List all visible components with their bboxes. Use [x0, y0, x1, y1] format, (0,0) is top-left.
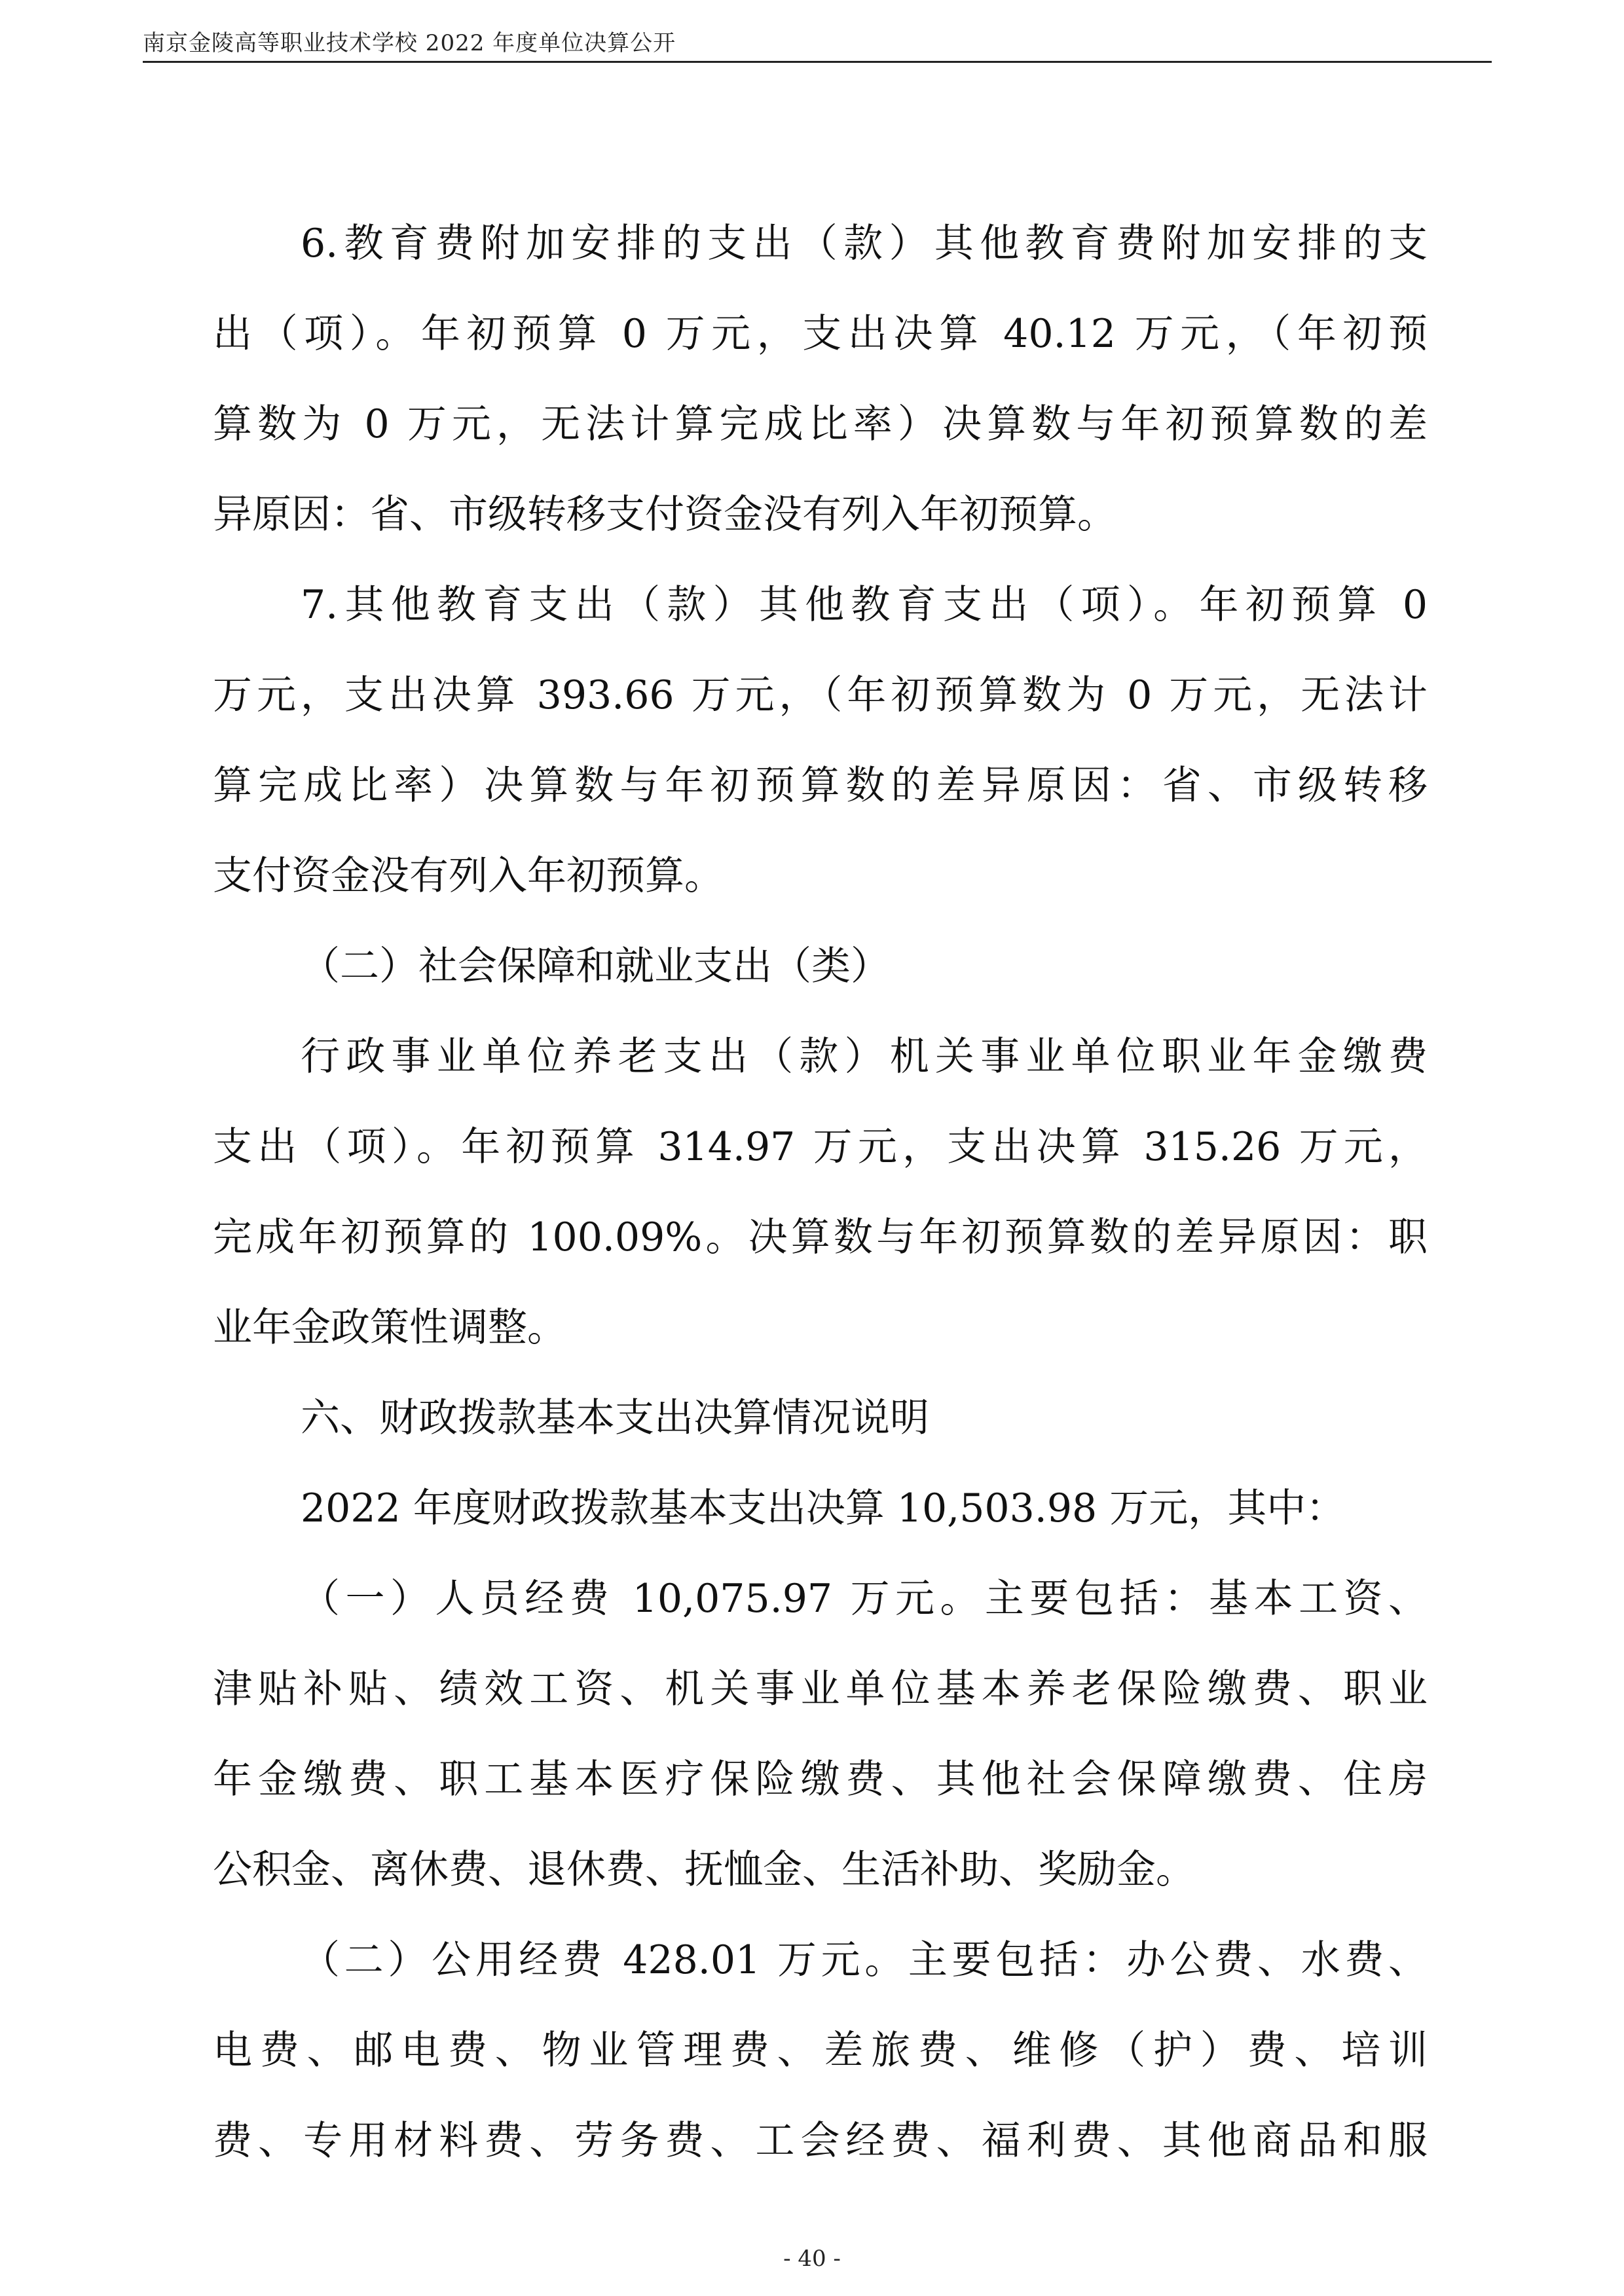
text-line: 六、财政拨款基本支出决算情况说明	[301, 1395, 929, 1441]
text-line: 支付资金没有列入年初预算。	[213, 853, 724, 899]
section-heading-social-security	[213, 921, 1428, 1011]
text-line: 6.教育费附加安排的支出（款）其他教育费附加安排的支	[301, 221, 1428, 266]
text-line: 支出（项）。年初预算 314.97 万元，支出决算 315.26 万元，	[213, 1124, 1428, 1170]
text-line: （二）社会保障和就业支出（类）	[301, 943, 890, 989]
text-line: 7.其他教育支出（款）其他教育支出（项）。年初预算 0	[301, 582, 1428, 628]
section-heading-basic-expenditure	[213, 1373, 1428, 1463]
text-line: 行政事业单位养老支出（款）机关事业单位职业年金缴费	[301, 1034, 1428, 1080]
paragraph-public-expenses	[213, 1915, 1428, 2186]
text-line: （二）公用经费 428.01 万元。主要包括：办公费、水费、	[301, 1937, 1428, 1983]
paragraph-personnel-expenses	[213, 1554, 1428, 1915]
text-line: 万元，支出决算 393.66 万元，（年初预算数为 0 万元，无法计	[213, 672, 1428, 718]
page-number: - 40 -	[783, 2246, 841, 2272]
paragraph-pension	[213, 1011, 1428, 1373]
text-line: 算完成比率）决算数与年初预算数的差异原因：省、市级转移	[213, 763, 1428, 809]
text-line: 2022 年度财政拨款基本支出决算 10,503.98 万元，其中：	[301, 1485, 1346, 1531]
text-line: 电费、邮电费、物业管理费、差旅费、维修（护）费、培训	[213, 2028, 1428, 2073]
paragraph-basic-expenditure-total	[213, 1463, 1428, 1554]
text-line: 出（项）。年初预算 0 万元，支出决算 40.12 万元，（年初预	[213, 311, 1428, 357]
paragraph-other-education	[213, 560, 1428, 921]
text-line: 算数为 0 万元，无法计算完成比率）决算数与年初预算数的差	[213, 401, 1428, 447]
text-line: 津贴补贴、绩效工资、机关事业单位基本养老保险缴费、职业	[213, 1666, 1428, 1712]
document-body	[213, 198, 1428, 2186]
text-line: 完成年初预算的 100.09%。决算数与年初预算数的差异原因：职	[213, 1214, 1428, 1260]
text-line: 业年金政策性调整。	[213, 1305, 566, 1351]
page-header	[143, 25, 1492, 63]
text-line: （一）人员经费 10,075.97 万元。主要包括：基本工资、	[301, 1576, 1428, 1622]
paragraph-education-surcharge	[213, 198, 1428, 560]
text-line: 公积金、离休费、退休费、抚恤金、生活补助、奖励金。	[213, 1847, 1195, 1893]
text-line: 年金缴费、职工基本医疗保险缴费、其他社会保障缴费、住房	[213, 1757, 1428, 1802]
header-title: 南京金陵高等职业技术学校 2022 年度单位决算公开	[143, 30, 676, 56]
text-line: 异原因：省、市级转移支付资金没有列入年初预算。	[213, 492, 1116, 538]
text-line: 费、专用材料费、劳务费、工会经费、福利费、其他商品和服	[213, 2118, 1428, 2164]
